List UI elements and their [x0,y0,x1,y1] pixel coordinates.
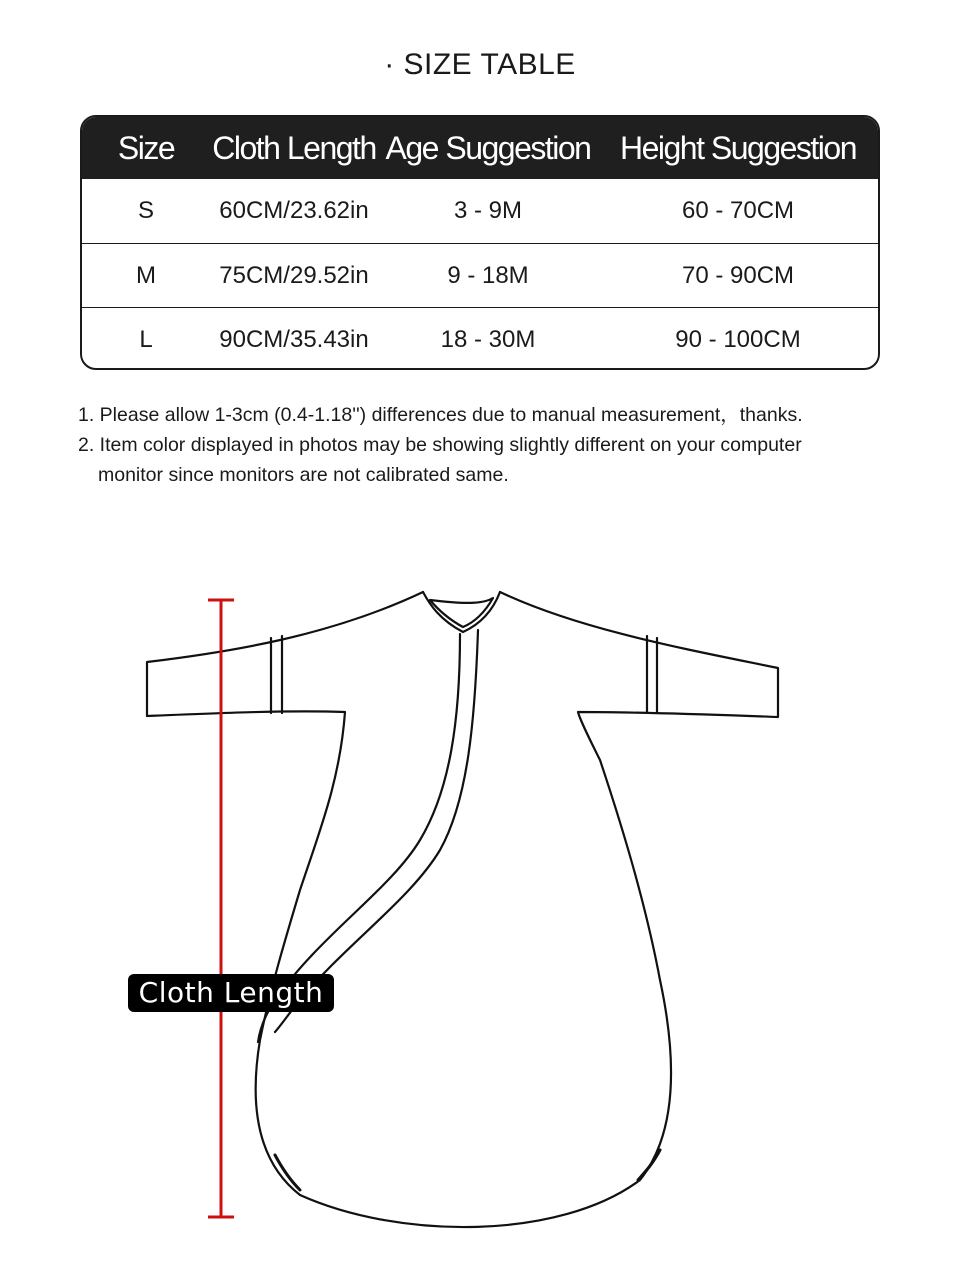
size-table [80,115,880,370]
garment-outline [147,592,778,1227]
cell-cloth-length: 75CM/29.52in [219,261,369,289]
cell-size: M [136,261,156,289]
note-1: 1. Please allow 1-3cm (0.4-1.18'') differences due to manual measurement，thanks. [78,404,803,426]
header-age-suggestion: Age Suggestion [385,129,591,166]
cell-size: L [139,325,153,353]
cell-age: 3 - 9M [453,197,522,224]
page-title: · SIZE TABLE [384,48,576,81]
table-row [82,179,878,243]
cell-height: 90 - 100CM [675,325,801,353]
cell-cloth-length: 60CM/23.62in [219,197,369,224]
cell-cloth-length: 90CM/35.43in [219,325,369,353]
cell-height: 60 - 70CM [681,197,795,224]
table-header [82,117,878,179]
placket-line-inner [275,630,478,1032]
cell-age: 9 - 18M [447,261,529,289]
notes [78,400,898,490]
collar-inner [430,598,493,627]
header-size: Size [117,129,175,166]
table-row [82,243,878,307]
header-height-suggestion: Height Suggestion [619,129,856,166]
sleep-sack-diagram [0,560,960,1280]
cell-age: 18 - 30M [440,325,536,353]
table-row [82,307,878,370]
cloth-length-label: Cloth Length [128,974,334,1012]
cell-size: S [137,197,154,224]
header-cloth-length: Cloth Length [212,129,376,166]
bottom-seam-right [638,1150,660,1180]
note-2-continued: monitor since monitors are not calibrated same. [98,464,509,486]
cell-height: 70 - 90CM [681,261,795,289]
note-2: 2. Item color displayed in photos may be showing slightly different on your computer [78,434,802,456]
